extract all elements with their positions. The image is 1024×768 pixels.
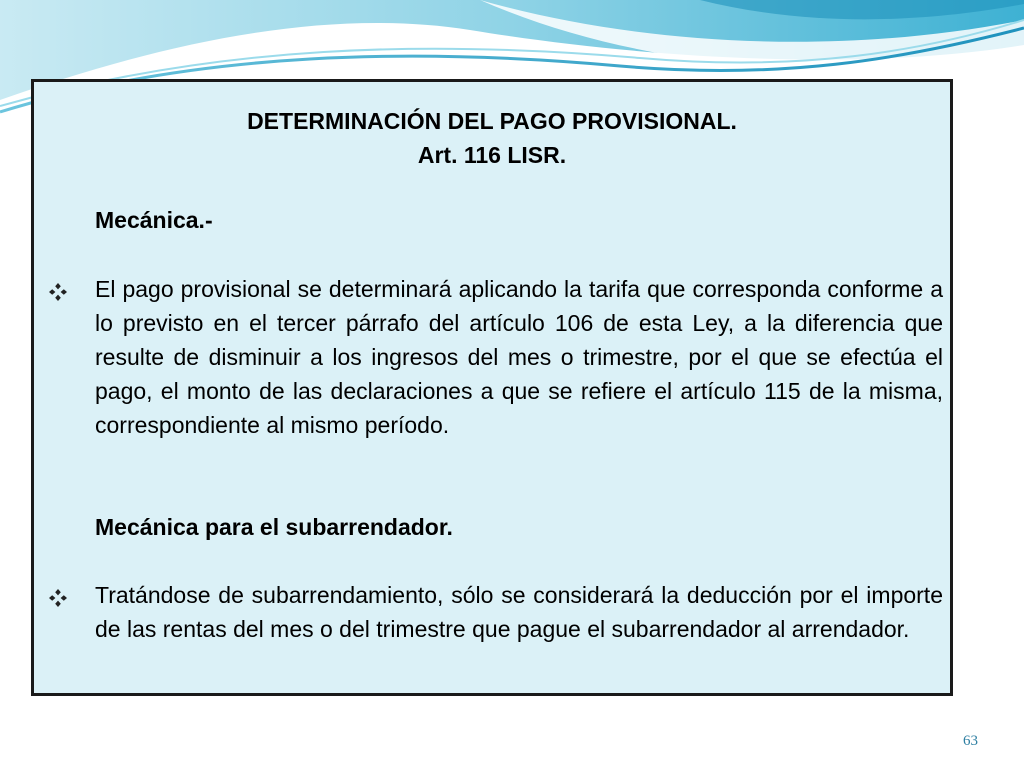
- title-line-2: Art. 116 LISR.: [417, 142, 567, 168]
- title-line-1: DETERMINACIÓN DEL PAGO PROVISIONAL.: [247, 108, 737, 134]
- content-box: [31, 79, 953, 696]
- four-diamond-bullet-icon: [48, 588, 68, 608]
- paragraph-subarrendamiento: Tratándose de subarrendamiento, sólo se considerará la deducción por el importe de las rentas del mes o del trimestre que pague el subarrendador al arrendador.: [95, 582, 943, 642]
- four-diamond-bullet-icon: [48, 282, 68, 302]
- page-number: 63: [963, 733, 978, 749]
- heading-mecanica: Mecánica.-: [95, 207, 213, 233]
- slide-title: [34, 104, 950, 172]
- paragraph-pago-provisional: El pago provisional se determinará aplicando la tarifa que corresponda conforme a lo previsto en el tercer párrafo del artículo 106 de esta Ley, a la diferencia que resulte de disminuir a los ingresos del mes o trimestre, por el que se efectúa el pago, el monto de las declaraciones a que se refiere el artículo 115 de la misma, correspondiente al mismo período.: [95, 276, 943, 438]
- heading-subarrendador: Mecánica para el subarrendador.: [95, 514, 453, 540]
